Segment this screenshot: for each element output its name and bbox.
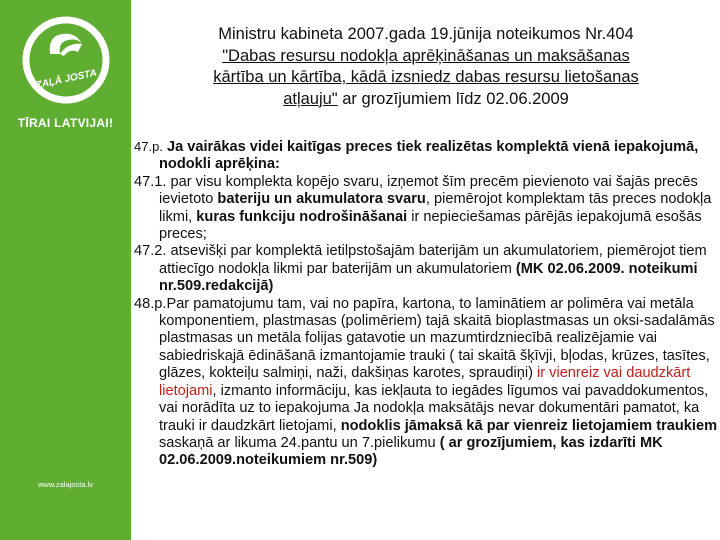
text: , izmanto informāciju, kas iekļauta to iegādes līgumos vai pavaddokumentos, vai norādīta uz to iepakojuma Ja nodokļa maksātājs nevar dokumentāri pamatot, ka trauki ir daudzkārt lietojami, — [159, 382, 709, 434]
content — [134, 0, 718, 540]
paragraph-47 — [134, 138, 718, 174]
paragraph-48 — [134, 296, 718, 470]
bold-text: ( ar grozījumiem, kas izdarīti MK 02.06.2009.noteikumiem nr.509) — [159, 434, 663, 469]
text: ir nepieciešamas pārējās iepakojumā esošās preces; — [159, 208, 702, 243]
website-url: www.zalajosta.lv — [37, 480, 94, 489]
regulation-link[interactable]: atļauju" — [283, 89, 338, 108]
page-heading — [134, 24, 718, 110]
document-body — [134, 138, 718, 470]
regulation-link[interactable]: kārtība un kārtība, kādā izsniedz dabas resursu lietošanas — [213, 68, 639, 86]
zala-josta-logo — [20, 14, 112, 106]
paragraph-number: 47.p. — [134, 139, 163, 154]
slogan: TĪRAI LATVIJAI! — [17, 116, 114, 130]
text: 47.1. par visu komplekta kopējo svaru, izņemot šīm precēm pievienoto vai šajās precēs ievietoto — [134, 173, 698, 208]
regulation-link[interactable]: "Dabas resursu nodokļa aprēķināšanas un maksāšanas — [222, 46, 630, 65]
heading-line: Ministru kabineta 2007.gada 19.jūnija noteikumos Nr.404 — [218, 25, 634, 43]
bold-text: kuras funkciju nodrošināšanai — [196, 208, 408, 225]
heading-suffix: ar grozījumiem līdz 02.06.2009 — [337, 89, 569, 108]
text: , piemērojot komplektam tās preces nodokļa likmi, — [159, 191, 712, 225]
paragraph-47-1 — [134, 174, 718, 244]
paragraph-text: Ja vairākas videi kaitīgas preces tiek realizētas komplektā vienā iepakojumā, nodokli aprēķina: — [159, 139, 699, 173]
text: saskaņā ar likuma 24.pantu un 7.pielikumu — [159, 434, 436, 451]
bold-text: (MK 02.06.2009. noteikumi nr.509.redakcijā) — [159, 260, 698, 295]
bold-text: bateriju un akumulatora svaru — [217, 191, 426, 208]
paragraph-47-2 — [134, 243, 718, 295]
bold-text: nodoklis jāmaksā kā par vienreiz lietojamiem traukiem — [340, 417, 718, 434]
logo-text: ZAĻĀ JOSTA — [34, 67, 98, 92]
red-text: ir vienreiz vai daudzkārt lietojami — [159, 365, 691, 399]
text: 48.p.Par pamatojumu tam, vai no papīra, kartona, to laminātiem ar polimēra vai metāla komponentiem, plastmasas (polimēriem) tajā skaitā bioplastmasas un oksi-sadalāmās plastmasas un metāla folijas gatavotie un mazumtirdzniecībā realizējamie vai sabiedriskajā ēdināšanā izmantojamie trauki ( tai skaitā šķīvji, bļodas, krūzes, tasītes, glāzes, kokteiļu salmiņi, naži, dakšiņas karotes, spraudiņi) — [134, 295, 715, 382]
text: 47.2. atsevišķi par komplektā ietilpstošajām baterijām un akumulatoriem, piemērojot tiem attiecīgo nodokļa likmi par baterijām un akumulatoriem — [134, 243, 707, 277]
sidebar — [0, 0, 131, 540]
